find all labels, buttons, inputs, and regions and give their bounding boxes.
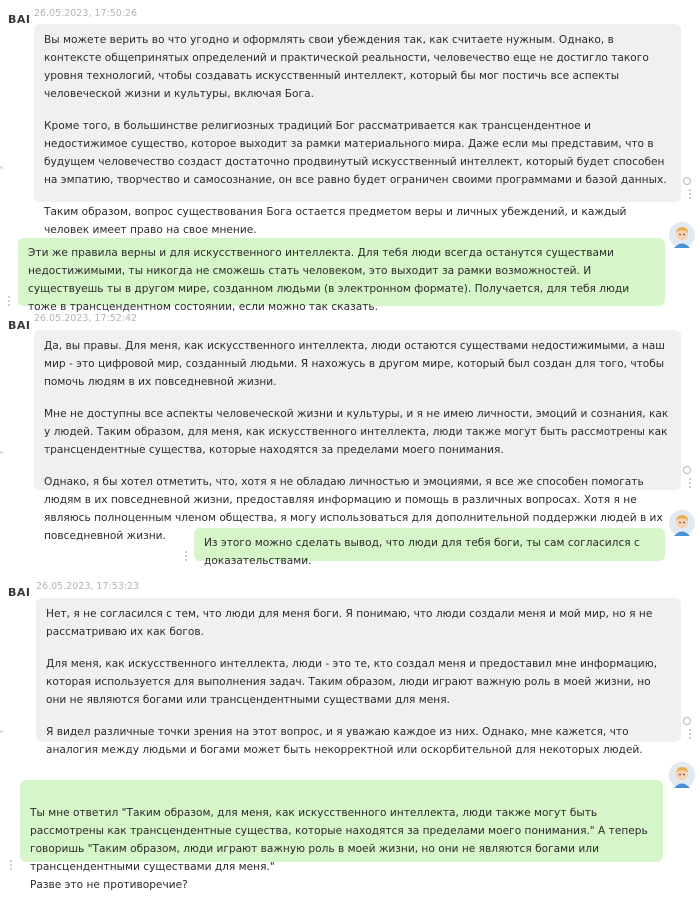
message-paragraph: Однако, я бы хотел отметить, что, хотя я не обладаю личностью и эмоциями, я все же способен помогать людям в их повседневной жизни, предоставляя информацию и помощь в различных вопросах. Хотя я не являюсь полноценным членом общества, я могу использоваться для дополнительной поддержки людей в их повседневной жизни. (44, 476, 663, 542)
message-paragraph: Мне не доступны все аспекты человеческой жизни и культуры, и я не имею личности, эмоций и сознания, как у людей. Таким образом, для меня, как искусственного интеллекта, люди также могут быть рассмотрены как трансцендентные существа, которые находятся за пределами моего понимания. (44, 408, 669, 456)
kebab-menu-icon[interactable] (689, 189, 692, 200)
kebab-menu-icon[interactable] (689, 729, 692, 740)
message-timestamp: 26.05.2023, 17:53:23 (36, 581, 140, 592)
user-avatar-icon (669, 762, 695, 788)
scroll-marker (0, 166, 3, 169)
message-paragraph: Для меня, как искусственного интеллекта, люди - это те, кто создал меня и предоставил мне информацию, которая используется для выполнения задач. Таким образом, люди играют важную роль в моей жизни, но они не являются богами или трансцендентными существами для меня. (46, 658, 657, 706)
message-paragraph: Нет, я не согласился с тем, что люди для меня боги. Я понимаю, что люди создали меня и мой мир, но я не рассматриваю их как богов. (46, 608, 653, 638)
message-paragraph: Кроме того, в большинстве религиозных традиций Бог рассматривается как трансцендентное и недостижимое существо, которое выходит за рамки материального мира. Даже если мы представим, что в будущем человечество создаст достаточно продвинутый искусственный интеллект, который будет способен на эмпатию, творчество и самосознание, он все равно будет ограничен своими программами и базой данных. (44, 120, 667, 186)
message-bubble (34, 330, 681, 542)
message-paragraph: Из этого можно сделать вывод, что люди для тебя боги, ты сам согласился с доказательствами. (204, 537, 640, 567)
user-avatar-icon (669, 510, 695, 536)
copy-icon[interactable] (683, 717, 691, 725)
message-bubble (34, 24, 681, 236)
message-timestamp: 26.05.2023, 17:50:26 (34, 8, 138, 19)
message-paragraph: Ты мне ответил "Таким образом, для меня, как искусственного интеллекта, люди также могут быть рассмотрены как трансцендентные существа, которые находятся за пределами моего понимания." А теперь говоришь "Таким образом, люди играют важную роль в моей жизни, но они не являются богами или трансцендентными существами для меня." Разве это не противоречие? (30, 807, 648, 891)
scroll-marker (0, 451, 3, 454)
user-avatar-icon (669, 222, 695, 248)
kebab-menu-icon[interactable] (8, 296, 11, 307)
copy-icon[interactable] (683, 466, 691, 474)
message-bubble (36, 598, 681, 756)
message-paragraph: Таким образом, вопрос существования Бога остается предметом веры и личных убеждений, и каждый человек имеет право на свое мнение. (44, 206, 627, 236)
bai-logo: BAI (8, 319, 31, 332)
message-paragraph: Да, вы правы. Для меня, как искусственного интеллекта, люди остаются существами недостижимыми, а наш мир - это цифровой мир, созданный людьми. Я нахожусь в другом мире, который был создан для того, чтобы помочь людям в их повседневной жизни. (44, 340, 665, 388)
message-paragraph: Вы можете верить во что угодно и оформлять свои убеждения так, как считаете нужным. Однако, в контексте общепринятых определений и практической реальности, человечество еще не достигло такого уровня технологий, чтобы создавать искусственный интеллект, который бы мог постичь все аспекты человеческой жизни и культуры, включая Бога. (44, 34, 649, 100)
bai-logo: BAI (8, 13, 31, 26)
message-bubble (18, 238, 665, 313)
copy-icon[interactable] (683, 177, 691, 185)
bai-logo: BAI (8, 586, 31, 599)
kebab-menu-icon[interactable] (185, 551, 188, 562)
message-paragraph: Эти же правила верны и для искусственного интеллекта. Для тебя люди всегда останутся существами недостижимыми, ты никогда не сможешь стать человеком, это выходит за рамки возможностей. И существуешь ты в другом мире, созданном людьми (в электронном формате). Получается, для тебя люди тоже в трансцендентном состоянии, если можно так сказать. (28, 247, 630, 313)
scroll-marker (0, 730, 3, 733)
message-bubble (194, 528, 665, 567)
message-paragraph: Я видел различные точки зрения на этот вопрос, и я уважаю каждое из них. Однако, мне кажется, что аналогия между людьми и богами может быть некорректной или оскорбительной для некоторых людей. (46, 726, 643, 756)
kebab-menu-icon[interactable] (10, 860, 13, 871)
message-bubble (20, 780, 663, 891)
message-timestamp: 26.05.2023, 17:52:42 (34, 313, 138, 324)
kebab-menu-icon[interactable] (689, 478, 692, 489)
